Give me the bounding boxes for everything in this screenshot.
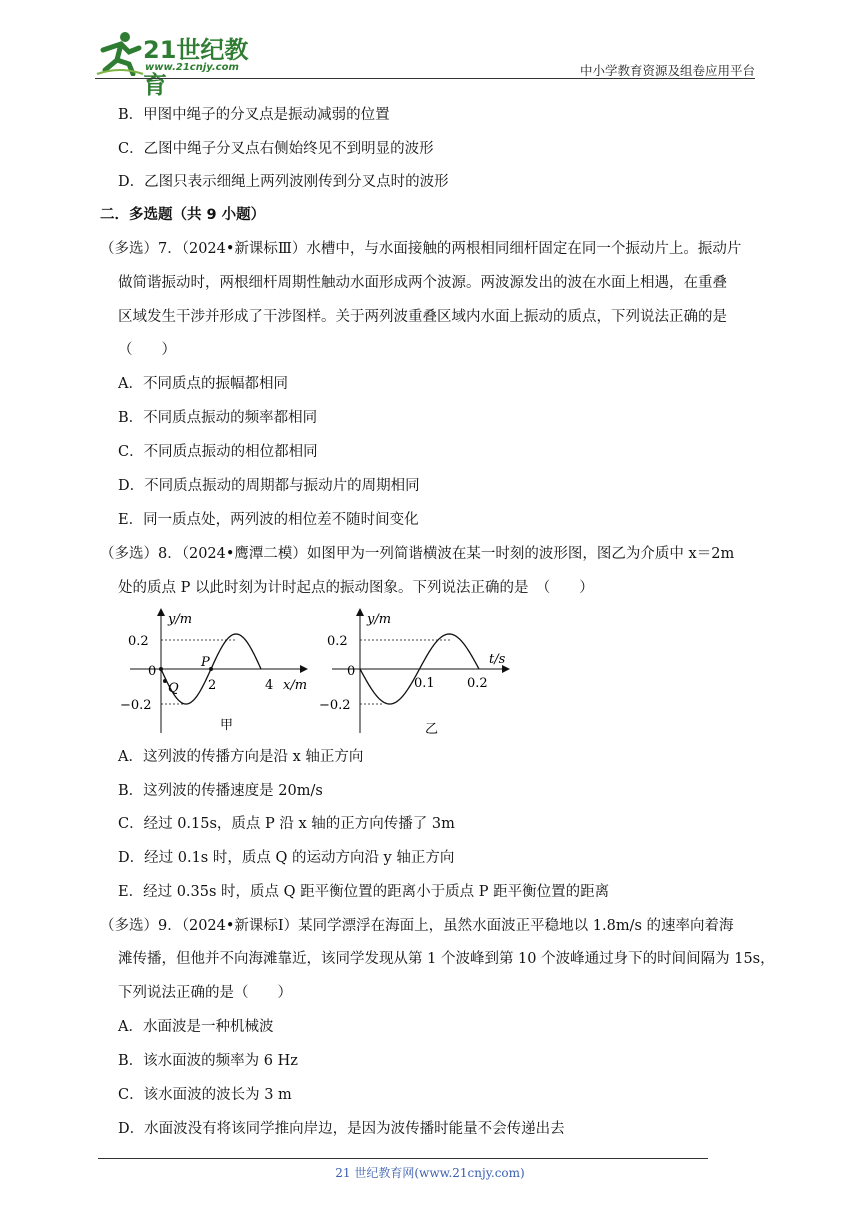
q7-option-a: A．不同质点的振幅都相同 (118, 376, 288, 392)
yi-x-label: t/s (489, 652, 506, 667)
q6-option-b: B．甲图中绳子的分叉点是振动减弱的位置 (118, 107, 390, 123)
q7-option-d: D．不同质点振动的周期都与振动片的周期相同 (118, 478, 420, 494)
jia-y-top: 0.2 (128, 634, 149, 649)
header-divider (95, 78, 755, 79)
section-title: 二．多选题（共 9 小题） (100, 207, 266, 223)
q7-option-c: C．不同质点振动的相位都相同 (118, 444, 318, 460)
q7-stem-line-3: 区域发生干涉并形成了干涉图样。关于两列波重叠区域内水面上振动的质点，下列说法正确的是 (118, 309, 727, 325)
q9-stem-line-1: （多选）9．（2024•新课标Ⅰ）某同学漂浮在海面上，虽然水面波正平稳地以 1.8m/s 的速率向着海 (100, 918, 734, 934)
q8-stem-line-1: （多选）8．（2024•鹰潭二模）如图甲为一列简谐横波在某一时刻的波形图，图乙为介质中 x＝2m (100, 546, 735, 562)
q7-stem-line-1: （多选）7．（2024•新课标Ⅲ）水槽中，与水面接触的两根相同细杆固定在同一个振动片上。振动片 (100, 241, 742, 257)
jia-origin: 0 (148, 664, 157, 679)
footer-divider (98, 1158, 708, 1159)
logo-url: www.21cnjy.com (145, 62, 239, 73)
q7-answer-blank: （ ） (118, 342, 176, 358)
jia-x-tick-4: 4 (265, 678, 274, 693)
yi-y-bottom: −0.2 (319, 698, 351, 713)
q8-figure (120, 603, 520, 738)
graph-jia (120, 608, 308, 733)
q7-stem-line-2: 做简谐振动时，两根细杆周期性触动水面形成两个波源。两波源发出的波在水面上相遇，在重叠 (118, 275, 727, 291)
q6-option-c: C．乙图中绳子分叉点右侧始终见不到明显的波形 (118, 141, 434, 157)
jia-x-label: x/m (283, 678, 308, 693)
yi-x-tick-02: 0.2 (467, 676, 488, 691)
runner-logo-icon (95, 30, 145, 76)
q6-option-d: D．乙图只表示细绳上两列波刚传到分叉点时的波形 (118, 174, 449, 190)
logo-title: 21世纪教育 (143, 36, 249, 99)
yi-origin: 0 (347, 664, 356, 679)
jia-caption: 甲 (220, 718, 234, 733)
q8-option-a: A．这列波的传播方向是沿 x 轴正方向 (118, 749, 364, 765)
yi-y-label: y/m (367, 612, 392, 627)
site-logo (95, 30, 265, 99)
graph-yi (319, 608, 510, 737)
q9-stem-line-3: 下列说法正确的是（ ） (118, 985, 292, 1001)
yi-x-tick-01: 0.1 (414, 676, 435, 691)
q9-option-c: C．该水面波的波长为 3 m (118, 1087, 292, 1103)
q8-option-c: C．经过 0.15s，质点 P 沿 x 轴的正方向传播了 3m (118, 816, 455, 832)
jia-x-tick-2: 2 (208, 678, 217, 693)
page-header (95, 28, 755, 99)
point-q: Q (168, 681, 179, 696)
yi-caption: 乙 (425, 722, 439, 737)
q8-option-e: E．经过 0.35s 时，质点 Q 距平衡位置的距离小于质点 P 距平衡位置的距离 (118, 884, 610, 900)
jia-y-bottom: −0.2 (120, 698, 152, 713)
q9-option-d: D．水面波没有将该同学推向岸边，是因为波传播时能量不会传递出去 (118, 1121, 565, 1137)
q7-option-e: E．同一质点处，两列波的相位差不随时间变化 (118, 512, 419, 528)
q9-option-a: A．水面波是一种机械波 (118, 1019, 274, 1035)
q9-option-b: B．该水面波的频率为 6 Hz (118, 1053, 298, 1069)
yi-y-top: 0.2 (327, 634, 348, 649)
q7-option-b: B．不同质点振动的频率都相同 (118, 410, 318, 426)
q9-stem-line-2: 滩传播，但他并不向海滩靠近，该同学发现从第 1 个波峰到第 10 个波峰通过身下的时间间隔为 15s， (118, 951, 775, 967)
jia-y-label: y/m (168, 612, 193, 627)
q8-stem-line-2: 处的质点 P 以此时刻为计时起点的振动图象。下列说法正确的是 （ ） (118, 580, 594, 596)
point-p: P (201, 655, 210, 670)
q8-option-d: D．经过 0.1s 时，质点 Q 的运动方向沿 y 轴正方向 (118, 850, 455, 866)
header-platform-text: 中小学教育资源及组卷应用平台 (579, 63, 755, 78)
footer-text: 21 世纪教育网(www.21cnjy.com) (335, 1166, 525, 1180)
q8-option-b: B．这列波的传播速度是 20m/s (118, 783, 323, 799)
wave-graphs (120, 603, 520, 738)
